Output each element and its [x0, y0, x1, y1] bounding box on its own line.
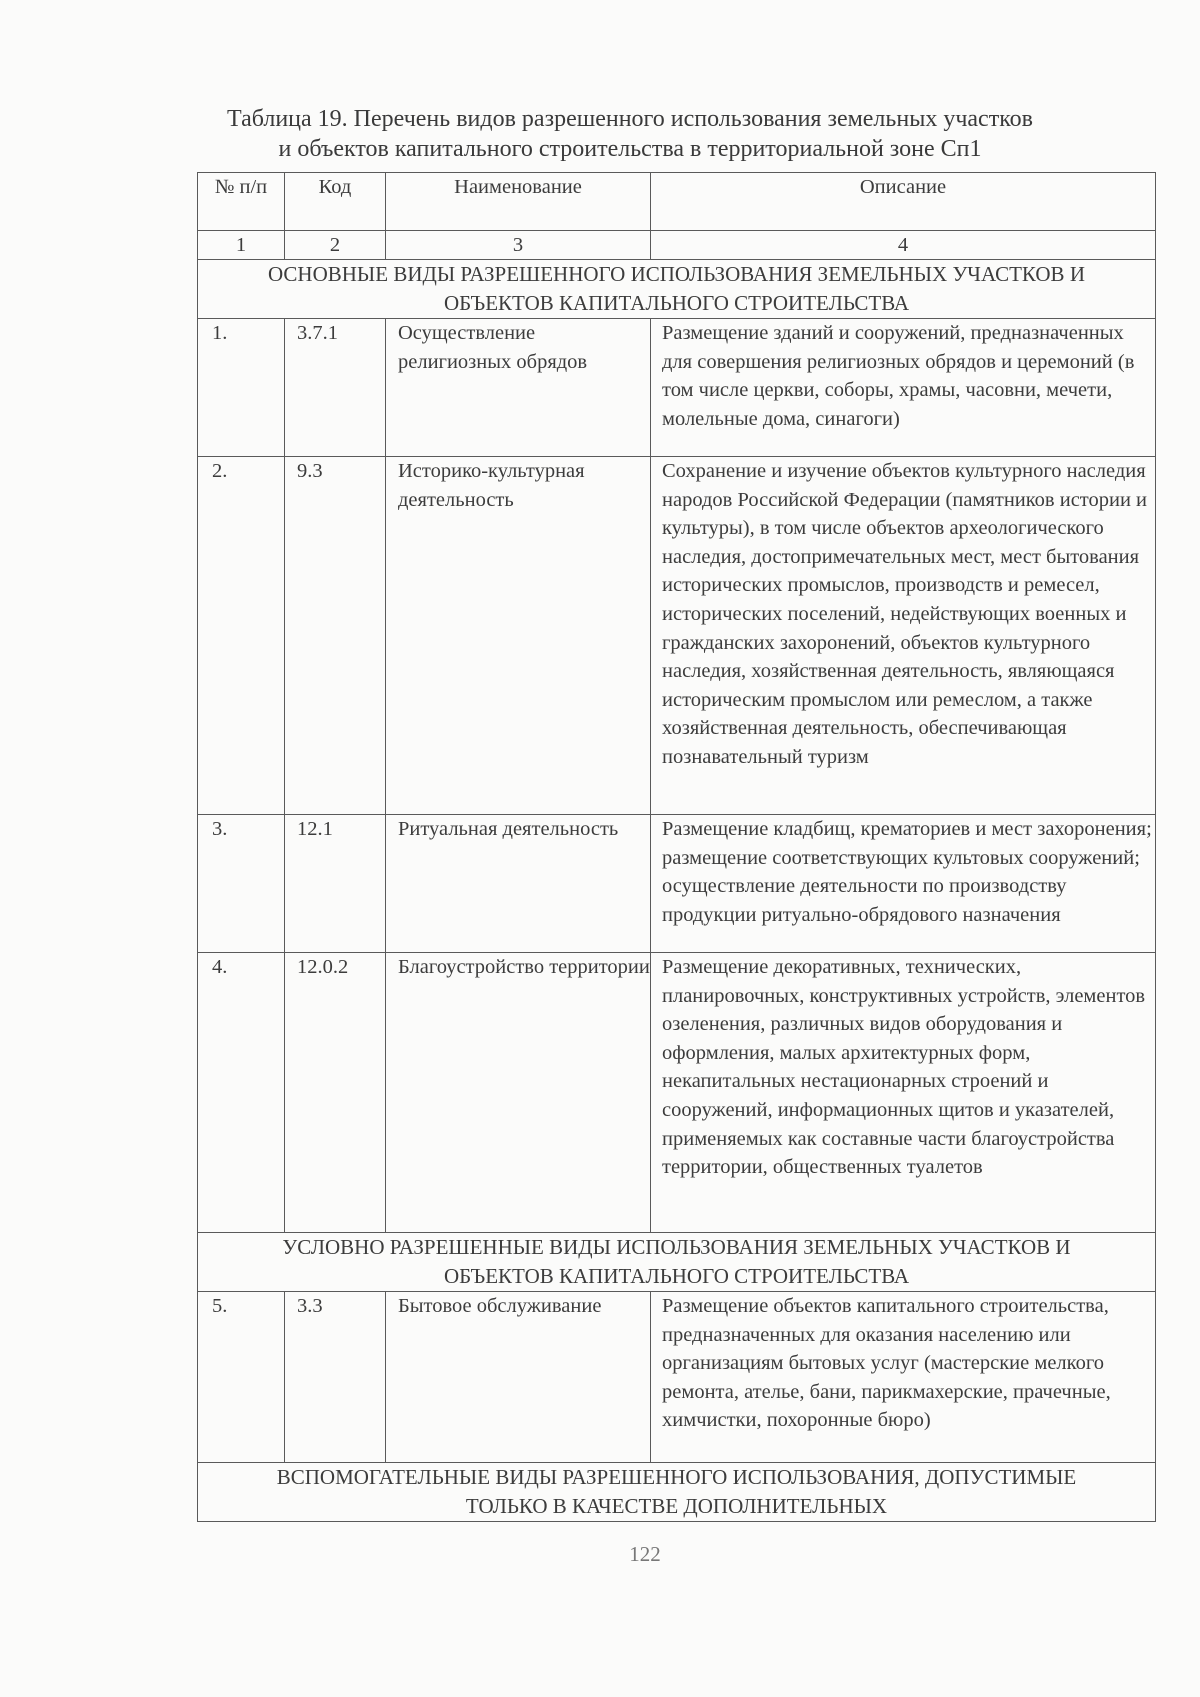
section-row-main — [198, 260, 1156, 319]
table-caption-line-1: Таблица 19. Перечень видов разрешенного использования земельных участков — [227, 106, 1033, 132]
land-use-table — [197, 172, 1156, 1522]
column-number: 1 — [198, 231, 285, 260]
section-heading-main: ОСНОВНЫЕ ВИДЫ РАЗРЕШЕННОГО ИСПОЛЬЗОВАНИЯ ЗЕМЕЛЬНЫХ УЧАСТКОВ И ОБЪЕКТОВ КАПИТАЛЬНОГО СТРОИТЕЛЬСТВА — [198, 260, 1156, 319]
table-row — [198, 457, 1156, 815]
table-row — [198, 953, 1156, 1233]
row-code: 12.0.2 — [285, 953, 386, 1233]
header-code: Код — [285, 173, 386, 231]
section-heading-auxiliary: ВСПОМОГАТЕЛЬНЫЕ ВИДЫ РАЗРЕШЕННОГО ИСПОЛЬЗОВАНИЯ, ДОПУСТИМЫЕ ТОЛЬКО В КАЧЕСТВЕ ДОПОЛНИТЕЛЬНЫХ — [198, 1463, 1156, 1522]
table-row — [198, 319, 1156, 457]
column-number: 2 — [285, 231, 386, 260]
row-name: Благоустройство территории — [386, 953, 651, 1233]
column-number-row — [198, 231, 1156, 260]
section-row-auxiliary — [198, 1463, 1156, 1522]
table-header-row — [198, 173, 1156, 231]
column-number: 3 — [386, 231, 651, 260]
row-code: 3.7.1 — [285, 319, 386, 457]
section-heading-conditional: УСЛОВНО РАЗРЕШЕННЫЕ ВИДЫ ИСПОЛЬЗОВАНИЯ ЗЕМЕЛЬНЫХ УЧАСТКОВ И ОБЪЕКТОВ КАПИТАЛЬНОГО СТРОИТЕЛЬСТВА — [198, 1233, 1156, 1292]
row-description: Размещение кладбищ, крематориев и мест захоронения; размещение соответствующих культовых сооружений; осуществление деятельности по производству продукции ритуально-обрядового назначения — [651, 815, 1156, 953]
row-description: Размещение объектов капитального строительства, предназначенных для оказания населению или организациям бытовых услуг (мастерские мелкого ремонта, ателье, бани, парикмахерские, прачечные, химчистки, похоронные бюро) — [651, 1292, 1156, 1463]
row-description: Сохранение и изучение объектов культурного наследия народов Российской Федерации (памятников истории и культуры), в том числе объектов археологического наследия, достопримечательных мест, мест бытования исторических промыслов, производств и ремесел, исторических поселений, недействующих военных и гражданских захоронений, объектов культурного наследия, хозяйственная деятельность, являющаяся историческим промыслом или ремеслом, а также хозяйственная деятельность, обеспечивающая познавательный туризм — [651, 457, 1156, 815]
row-code: 9.3 — [285, 457, 386, 815]
header-description: Описание — [651, 173, 1156, 231]
row-number: 4. — [198, 953, 285, 1233]
row-description: Размещение зданий и сооружений, предназначенных для совершения религиозных обрядов и церемоний (в том числе церкви, соборы, храмы, часовни, мечети, молельные дома, синагоги) — [651, 319, 1156, 457]
row-name: Осуществление религиозных обрядов — [386, 319, 651, 457]
table-caption-line-2: и объектов капитального строительства в территориальной зоне Сп1 — [278, 136, 982, 162]
row-number: 5. — [198, 1292, 285, 1463]
section-row-conditional — [198, 1233, 1156, 1292]
row-description: Размещение декоративных, технических, планировочных, конструктивных устройств, элементов озеленения, различных видов оборудования и оформления, малых архитектурных форм, некапитальных нестационарных строений и сооружений, информационных щитов и указателей, применяемых как составные части благоустройства территории, общественных туалетов — [651, 953, 1156, 1233]
row-name: Бытовое обслуживание — [386, 1292, 651, 1463]
row-code: 12.1 — [285, 815, 386, 953]
table-row — [198, 1292, 1156, 1463]
header-number: № п/п — [198, 173, 285, 231]
row-name: Ритуальная деятельность — [386, 815, 651, 953]
row-name: Историко-культурная деятельность — [386, 457, 651, 815]
row-number: 2. — [198, 457, 285, 815]
header-name: Наименование — [386, 173, 651, 231]
row-number: 1. — [198, 319, 285, 457]
row-number: 3. — [198, 815, 285, 953]
table-caption — [180, 104, 1080, 164]
table-row — [198, 815, 1156, 953]
row-code: 3.3 — [285, 1292, 386, 1463]
page-number: 122 — [629, 1542, 661, 1566]
column-number: 4 — [651, 231, 1156, 260]
